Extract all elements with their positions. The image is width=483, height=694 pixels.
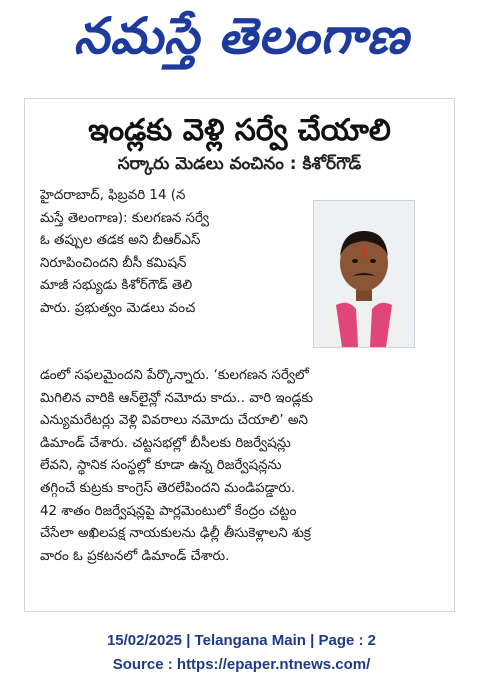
body-line: లేవని, స్థానిక సంస్థల్లో కూడా ఉన్న రిజర్వేషన్లను (40, 458, 282, 474)
body-line: వారం ఓ ప్రకటనలో డిమాండ్ చేశారు. (40, 548, 230, 564)
newspaper-title: నమస్తే తెలంగాణ (73, 6, 410, 65)
body-line: నిరూపించిందని బీసీ కమిషన్ (40, 255, 187, 271)
article-body-top (40, 185, 302, 321)
body-line: పారు. ప్రభుత్వం మెడలు వంచ (40, 300, 196, 316)
body-line: ఎన్యుమరేటర్లు వెళ్లి వివరాలు నమోదు చేయాలి’ అని (40, 413, 308, 429)
body-line: ఓ తప్పుల తడక అని బీఆర్‌ఎస్ (40, 233, 201, 249)
portrait-illustration (314, 201, 414, 347)
article-subhead: సర్కారు మెడలు వంచినం : కిశోర్‌గౌడ్ (117, 154, 362, 174)
body-line: తగ్గించే కుట్రకు కాంగ్రెస్ తెరలేపిందని మండిపడ్డారు. (40, 480, 296, 496)
footer-source: Source : https://epaper.ntnews.com/ (112, 656, 371, 673)
body-line: చేసేలా అఖిలపక్ష నాయకులను ఢిల్లీ తీసుకెళ్లాలని శుక్ర (40, 526, 311, 542)
body-line: మాజీ సభ్యుడు కిశోర్‌గౌడ్ తెలి (40, 278, 193, 294)
footer-date-edition: 15/02/2025 | Telangana Main | Page : 2 (106, 632, 377, 649)
article-headline: ఇండ్లకు వెళ్లి సర్వే చేయాలి (88, 113, 391, 148)
body-line: డిమాండ్ చేశారు. చట్టసభల్లో బీసీలకు రిజర్వేషన్లు (40, 435, 291, 451)
body-line: హైదరాబాద్, ఫిబ్రవరి 14 (న (40, 188, 186, 203)
article-body-bottom (40, 365, 444, 568)
body-line: 42 శాతం రిజర్వేషన్లపై పార్లమెంటులో కేంద్రం చట్టం (40, 503, 297, 519)
body-line: మస్తే తెలంగాణ): కులగణన సర్వే (40, 210, 210, 226)
body-line: మిగిలిన వారికి ఆన్‌లైన్లో నమోదు కాదు.. వారి ఇండ్లకు (40, 390, 313, 406)
portrait-photo (313, 200, 415, 348)
body-line: డంలో సఫలమైందని పేర్కొన్నారు. ‘కులగణన సర్వేలో (40, 368, 309, 383)
masthead (0, 6, 483, 78)
